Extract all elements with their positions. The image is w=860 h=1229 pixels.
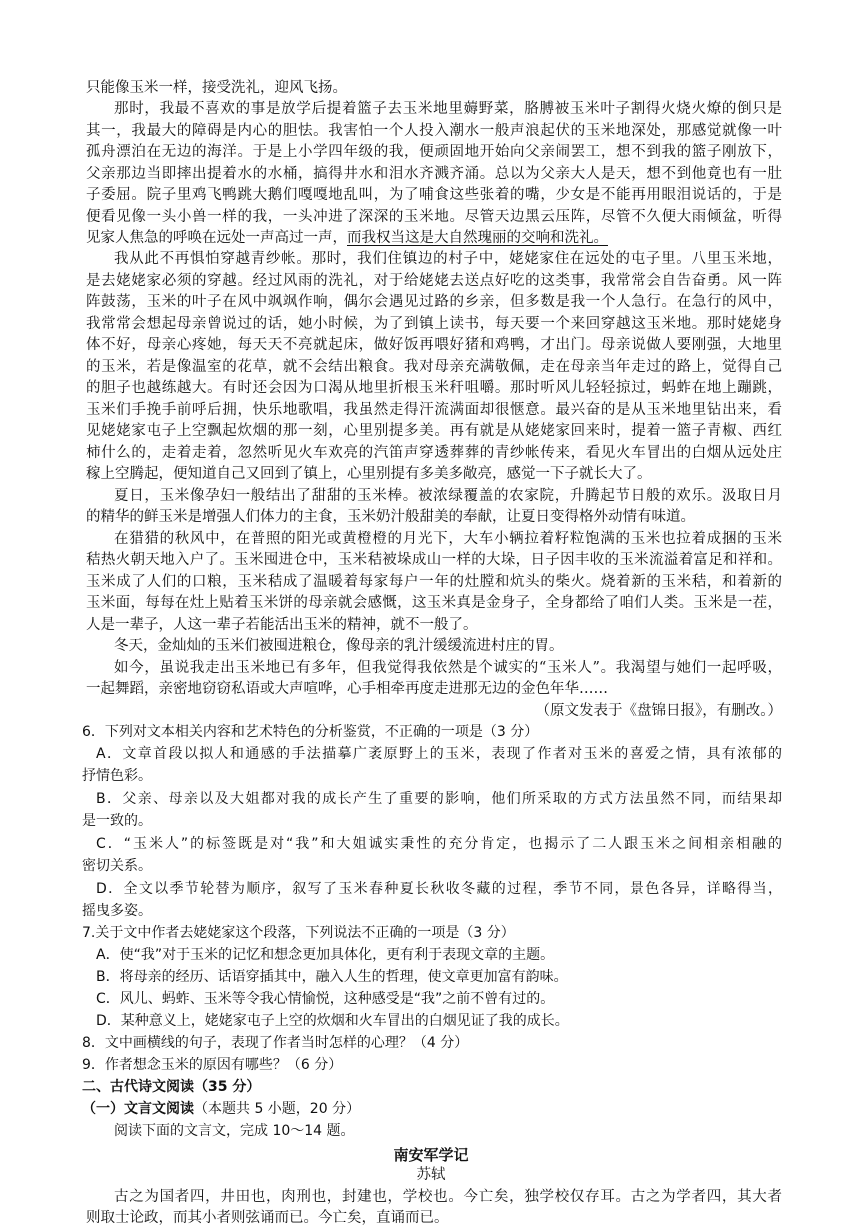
essay-line: 只能像玉米一样，接受洗礼，迎风飞扬。: [86, 80, 347, 96]
essay-line: 稼上空腾起，便知道自己又回到了镇上，心里别提有多美多敞亮，感觉一下子就长大了。: [86, 466, 652, 482]
essay-line: 的胆子也越练越大。有时还会因为口渴从地里折根玉米秆咀嚼。那时听风儿轻轻掠过，蚂蚱在地上蹦跳，: [86, 380, 782, 396]
question-6-option-d: D．全文以季节轮替为顺序，叙写了玉米春种夏长秋收冬藏的过程，季节不同，景色各异，详略得当，: [96, 881, 782, 897]
essay-line: 在猎猎的秋风中，在普照的阳光或黄橙橙的月光下，大车小辆拉着籽粒饱满的玉米也拉着成捆的玉米: [114, 531, 782, 547]
article-text: 古之为国者四，井田也，肉刑也，封建也，学校也。今亡矣，独学校仅存耳。古之为学者四，其大者: [114, 1189, 782, 1205]
subsection-title: （一）文言文阅读: [82, 1101, 194, 1117]
article-title: 南安军学记: [393, 1146, 469, 1164]
essay-text: 见家人焦急的呼唤在远处一声高过一声，: [86, 230, 347, 246]
question-6-option-c-cont: 密切关系。: [82, 858, 152, 874]
section-2-heading: 二、古代诗文阅读（35 分）: [82, 1079, 261, 1095]
question-6-option-c: C．“玉米人”的标签既是对“我”和大姐诚实秉性的充分肯定，也揭示了二人跟玉米之间相亲相融的: [96, 836, 782, 852]
question-7-option-b: B．将母亲的经历、话语穿插其中，融入人生的哲理，使文章更加富有韵味。: [96, 969, 568, 985]
essay-line: 一起舞蹈，亲密地窃窃私语或大声喧哗，心手相牵再度走进那无边的金色年华……: [86, 681, 608, 697]
article-text: 则取士论政，而其小者则弦诵而已。今亡矣，直诵而已。: [86, 1210, 449, 1226]
essay-line: 那时，我最不喜欢的事是放学后提着篮子去玉米地里薅野菜，胳膊被玉米叶子割得火烧火燎的倒只是: [114, 101, 782, 117]
essay-line: 柿什么的，走着走着，忽然听见火车欢亮的汽笛声穿透葬葬的青纱帐传来，看见火车冒出的白烟从远处庄: [86, 445, 782, 461]
question-6-option-a: A．文章首段以拟人和通感的手法描摹广袤原野上的玉米，表现了作者对玉米的喜爱之情，具有浓郁的: [96, 746, 782, 762]
essay-line: 子委屈。院子里鸡飞鸭跳大鹅们嘎嘎地乱叫，为了哺食这些张着的嘴，少女是不能再用眼泪说话的，于是: [86, 187, 782, 203]
essay-line-with-underline: [86, 228, 782, 249]
essay-line: 夏日，玉米像孕妇一般结出了甜甜的玉米棒。被浓绿覆盖的农家院，升腾起节日般的欢乐。汲取日月: [114, 488, 782, 504]
essay-line: 其一，我最大的障碍是内心的胆怯。我害怕一个人投入潮水一般声浪起伏的玉米地深处，那感觉就像一叶: [86, 123, 782, 139]
essay-line: 玉米们手挽手前呼后拥，快乐地歌唱，我虽然走得汗流满面却很惬意。最兴奋的是从玉米地里钻出来，看: [86, 402, 782, 418]
essay-line: 玉米成了人们的口粮，玉米秸成了温暖着每家每户一年的灶膛和炕头的柴火。烧着新的玉米秸，和着新的: [86, 574, 782, 590]
subsection-note: （本题共 5 小题，20 分）: [194, 1101, 361, 1117]
underlined-sentence: 而我权当这是大自然瑰丽的交响和洗礼。: [347, 230, 608, 246]
essay-line: 便看见像一头小兽一样的我，一头冲进了深深的玉米地。尽管天边黑云压阵，尽管不久便大雨倾盆，听得: [86, 209, 782, 225]
question-9: 9．作者想念玉米的原因有哪些？（6 分）: [82, 1057, 343, 1073]
essay-line: 父亲那边当即摔出提着水的水桶，搞得井水和泪水齐溅齐涌。总以为父亲大人是天，想不到他竟也有一肚: [86, 166, 782, 182]
essay-line: 如今，虽说我走出玉米地已有多年，但我觉得我依然是个诚实的“玉米人”。我渴望与她们一起呼吸，: [114, 660, 782, 676]
source-note: （原文发表于《盘锦日报》，有删改。）: [535, 703, 782, 719]
article-author: 苏轼: [416, 1167, 446, 1183]
reading-instruction: 阅读下面的文言文，完成 10～14 题。: [114, 1123, 355, 1139]
subsection-heading: [82, 1099, 778, 1120]
essay-line: 冬天，金灿灿的玉米们被囤进粮仓，像母亲的乳汁缓缓流进村庄的胃。: [114, 638, 564, 654]
essay-line: 秸热火朝天地入户了。玉米囤进仓中，玉米秸被垛成山一样的大垛，日子因丰收的玉米流溢着富足和祥和。: [86, 552, 782, 568]
essay-line: 阵鼓荡，玉米的叶子在风中飒飒作响，偶尔会遇见过路的乡亲，但多数是我一个人急行。在急行的风中，: [86, 294, 782, 310]
essay-line: 的玉米，若是像温室的花草，就不会结出粮食。我对母亲充满敬佩，走在母亲当年走过的路上，觉得自己: [86, 359, 782, 375]
question-7-stem: 7.关于文中作者去姥姥家这个段落，下列说法不正确的一项是（3 分）: [82, 925, 515, 941]
essay-line: 体不好，母亲心疼她，每天天不亮就起床，做好饭再喂好猪和鸡鸭，才出门。母亲说做人要刚强，大地里: [86, 337, 782, 353]
essay-line: 玉米面，每每在灶上贴着玉米饼的母亲就会感慨，这玉米真是金身子，全身都给了咱们人类。玉米是一茬，: [86, 595, 782, 611]
question-6-stem: 6．下列对文本相关内容和艺术特色的分析鉴赏，不正确的一项是（3 分）: [82, 724, 539, 740]
question-7-option-d: D．某种意义上，姥姥家屯子上空的炊烟和火车冒出的白烟见证了我的成长。: [96, 1013, 569, 1029]
essay-line: 我常常会想起母亲曾说过的话，她小时候，为了到镇上读书，每天要一个来回穿越这玉米地。那时姥姥身: [86, 316, 782, 332]
question-6-option-d-cont: 摇曳多姿。: [82, 903, 152, 919]
essay-line: 的精华的鲜玉米是增强人们体力的主食，玉米奶汁般甜美的奉献，让夏日变得格外动情有味道。: [86, 509, 695, 525]
question-7-option-c: C．风儿、蚂蚱、玉米等令我心情愉悦，这种感受是“我”之前不曾有过的。: [96, 991, 555, 1007]
question-6-option-b-cont: 是一致的。: [82, 813, 152, 829]
essay-line: 我从此不再惧怕穿越青纱帐。那时，我们住镇边的村子中，姥姥家住在远处的屯子里。八里玉米地，: [114, 251, 782, 267]
question-6-option-b: B．父亲、母亲以及大姐都对我的成长产生了重要的影响，他们所采取的方式方法虽然不同，而结果却: [96, 791, 782, 807]
essay-line: 人是一辈子，人这一辈子若能活出玉米的精神，就不一般了。: [86, 617, 478, 633]
essay-line: 见姥姥家屯子上空飘起炊烟的那一刻，心里别提多美。再有就是从姥姥家回来时，提着一篮子青椒、西红: [86, 423, 782, 439]
essay-line: 是去姥姥家必须的穿越。经过风雨的洗礼，对于给姥姥去送点好吃的这类事，我常常会自告奋勇。风一阵: [86, 273, 782, 289]
question-8: 8．文中画横线的句子，表现了作者当时怎样的心理？（4 分）: [82, 1035, 469, 1051]
question-6-option-a-cont: 抒情色彩。: [82, 768, 152, 784]
essay-line: 孤舟漂泊在无边的海洋。于是上小学四年级的我，便顽固地开始向父亲闹罢工，想不到我的篮子刚放下，: [86, 144, 782, 160]
question-7-option-a: A．使“我”对于玉米的记忆和想念更加具体化，更有利于表现文章的主题。: [96, 947, 555, 963]
